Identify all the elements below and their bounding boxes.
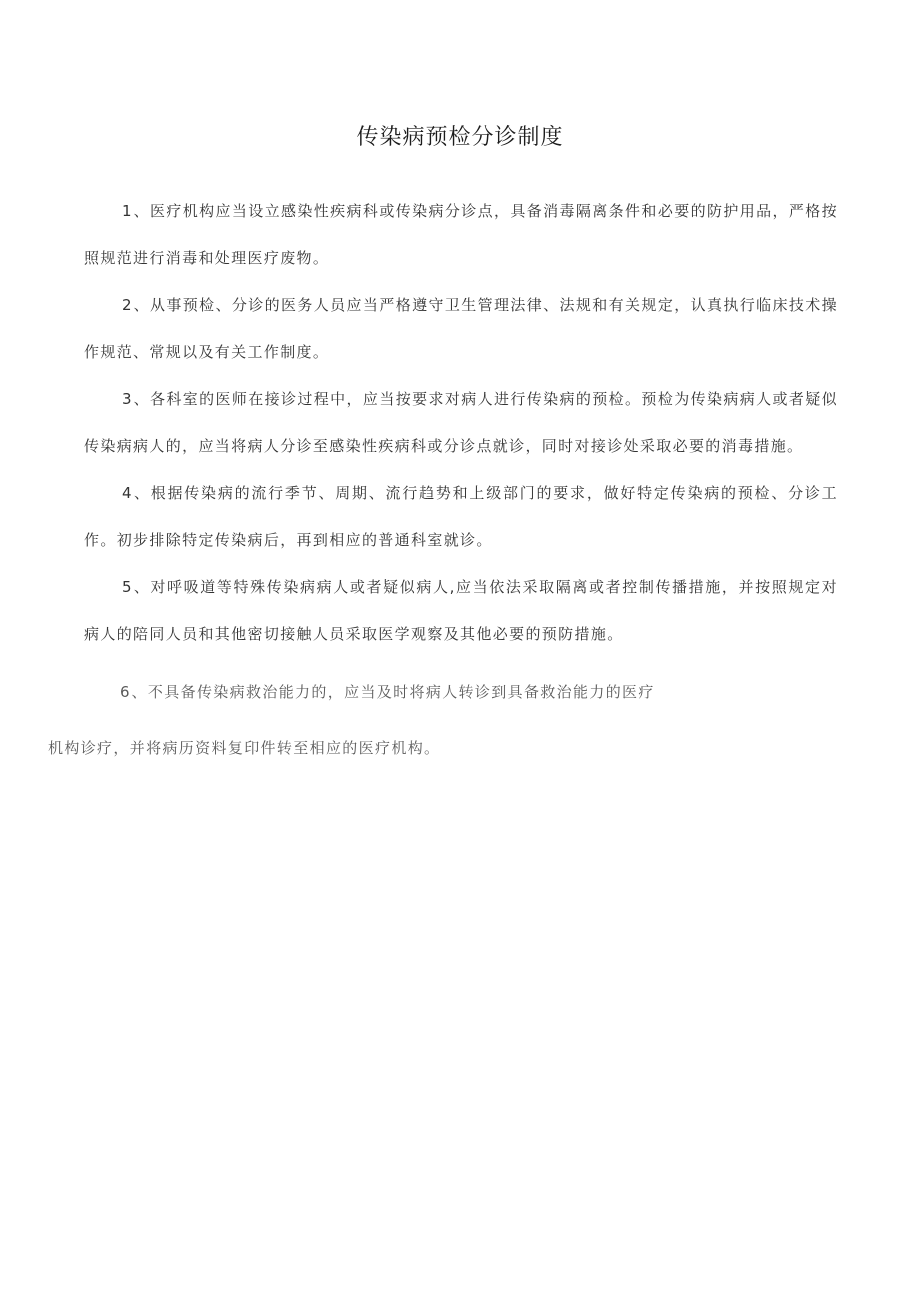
paragraph-4 bbox=[84, 470, 838, 564]
paragraph-text: 、医疗机构应当设立感染性疾病科或传染病分诊点，具备消毒隔离条件和必要的防护用品，严格按照规范进行消毒和处理医疗废物。 bbox=[84, 202, 838, 267]
paragraph-number: 6 bbox=[120, 683, 130, 701]
paragraph-text: 、各科室的医师在接诊过程中，应当按要求对病人进行传染病的预检。预检为传染病病人或者疑似传染病病人的，应当将病人分诊至感染性疾病科或分诊点就诊，同时对接诊处采取必要的消毒措施。 bbox=[84, 390, 838, 455]
paragraph-text: 、从事预检、分诊的医务人员应当严格遵守卫生管理法律、法规和有关规定，认真执行临床技术操作规范、常规以及有关工作制度。 bbox=[84, 296, 838, 361]
paragraph-number: 4 bbox=[122, 484, 132, 502]
paragraph-1 bbox=[84, 188, 838, 282]
paragraph-number: 1 bbox=[122, 202, 132, 220]
paragraph-text: 、不具备传染病救治能力的，应当及时将病人转诊到具备救治能力的医疗 bbox=[131, 683, 655, 701]
paragraph-text: 、根据传染病的流行季节、周期、流行趋势和上级部门的要求，做好特定传染病的预检、分诊工作。初步排除特定传染病后，再到相应的普通科室就诊。 bbox=[84, 484, 838, 549]
paragraph-2 bbox=[84, 282, 838, 376]
paragraph-number: 3 bbox=[122, 390, 132, 408]
paragraph-number: 5 bbox=[122, 578, 132, 596]
document-body bbox=[48, 188, 838, 776]
paragraph-6-line-2: 机构诊疗，并将病历资料复印件转至相应的医疗机构。 bbox=[48, 739, 441, 757]
paragraph-6-line-1 bbox=[84, 664, 838, 720]
paragraph-3 bbox=[84, 376, 838, 470]
paragraph-text: 、对呼吸道等特殊传染病病人或者疑似病人,应当依法采取隔离或者控制传播措施，并按照规定对病人的陪同人员和其他密切接触人员采取医学观察及其他必要的预防措施。 bbox=[84, 578, 838, 643]
paragraph-5 bbox=[84, 564, 838, 658]
paragraph-number: 2 bbox=[122, 296, 132, 314]
paragraph-6 bbox=[48, 664, 838, 776]
document-title: 传染病预检分诊制度 bbox=[356, 125, 564, 150]
